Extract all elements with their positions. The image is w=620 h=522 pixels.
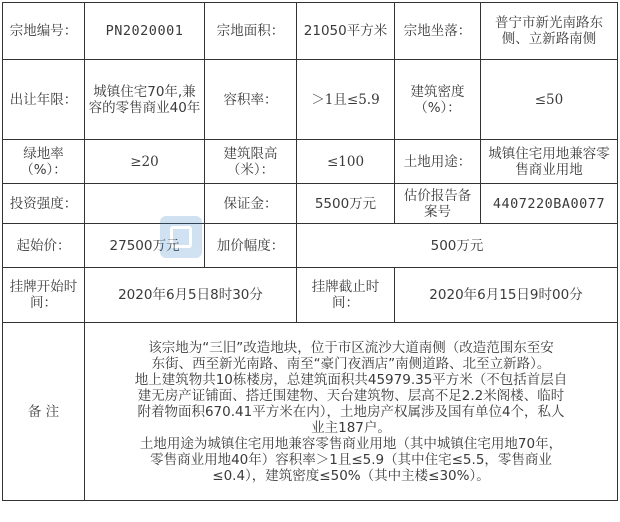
starting-price-value: 27500万元: [85, 224, 205, 268]
listing-start-value: 2020年6月5日8时30分: [85, 268, 297, 323]
table-row: [3, 184, 618, 224]
remarks-line: 该宗地为“三旧”改造地块，位于市区流沙大道南侧（改造范围东至安: [148, 339, 554, 356]
land-info-table: [2, 2, 618, 501]
remarks-line: 地上建筑物共10栋楼房，总建筑面积共45979.35平方米（不包括首层自: [134, 371, 568, 388]
listing-end-label: 挂牌截止时间：: [297, 268, 395, 323]
remarks-text: [85, 323, 618, 501]
remarks-label: 备 注: [3, 323, 85, 501]
plot-ratio-value: ＞1且≤5.9: [297, 60, 395, 140]
parcel-location-label: 宗地坐落：: [395, 3, 481, 60]
building-density-value: ≤50: [481, 60, 618, 140]
land-use-value: 城镇住宅用地兼容零售商业用地: [481, 140, 618, 184]
plot-ratio-label: 容积率：: [205, 60, 297, 140]
table-row: [3, 3, 618, 60]
deposit-label: 保证金：: [205, 184, 297, 224]
table-row: [3, 268, 618, 323]
remarks-line: ≤0.4），建筑密度≤50%（其中主楼≤30%）。: [212, 467, 490, 484]
green-rate-label: 绿地率（%）：: [3, 140, 85, 184]
parcel-number-value: PN2020001: [85, 3, 205, 60]
investment-intensity-value: [85, 184, 205, 224]
remarks-line: 建无房产证铺面、搭迁围建物、天台建筑物、层高不足2.2米阁楼、临时: [137, 387, 565, 404]
height-limit-value: ≤100: [297, 140, 395, 184]
bid-increment-value: 500万元: [297, 224, 618, 268]
bid-increment-label: 加价幅度：: [205, 224, 297, 268]
transfer-term-value: 城镇住宅70年,兼容的零售商业40年: [85, 60, 205, 140]
land-use-label: 土地用途：: [395, 140, 481, 184]
building-density-label: 建筑密度（%）：: [395, 60, 481, 140]
table-row: [3, 224, 618, 268]
transfer-term-label: 出让年限：: [3, 60, 85, 140]
table-row: [3, 60, 618, 140]
remarks-line: 附着物面积670.41平方米在内），土地房产权属涉及国有单位4个，私人: [137, 403, 565, 420]
table-row: [3, 323, 618, 501]
parcel-area-label: 宗地面积：: [205, 3, 297, 60]
height-limit-label: 建筑限高（米）：: [205, 140, 297, 184]
table-row: [3, 140, 618, 184]
parcel-area-value: 21050平方米: [297, 3, 395, 60]
remarks-line: 零售商业用地40年）容积率＞1且≤5.9（其中住宅≤5.5，零售商业: [150, 451, 552, 468]
listing-end-value: 2020年6月15日9时00分: [395, 268, 618, 323]
remarks-line: 东街、西至新光南路、南至“豪门夜酒店”南侧道路、北至立新路）。: [151, 355, 551, 372]
parcel-number-label: 宗地编号：: [3, 3, 85, 60]
starting-price-label: 起始价：: [3, 224, 85, 268]
deposit-value: 5500万元: [297, 184, 395, 224]
appraisal-record-label: 估价报告备案号: [395, 184, 481, 224]
appraisal-record-value: 4407220BA0077: [481, 184, 618, 224]
remarks-line: 业主187户。: [311, 419, 391, 436]
remarks-line: 土地用途为城镇住宅用地兼容零售商业用地（其中城镇住宅用地70年，: [139, 435, 563, 452]
green-rate-value: ≥20: [85, 140, 205, 184]
parcel-location-value: 普宁市新光南路东侧、立新路南侧: [481, 3, 618, 60]
listing-start-label: 挂牌开始时间：: [3, 268, 85, 323]
investment-intensity-label: 投资强度：: [3, 184, 85, 224]
